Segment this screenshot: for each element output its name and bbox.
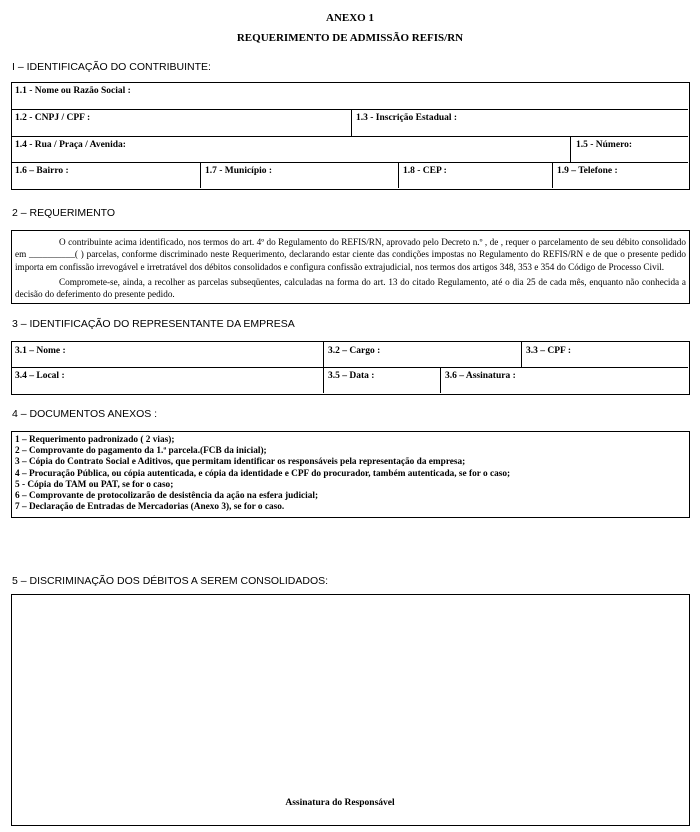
section2-title: 2 – REQUERIMENTO xyxy=(12,207,116,219)
field-1-2-cnpj[interactable]: 1.2 - CNPJ / CPF : xyxy=(15,113,91,123)
field-1-8-cep[interactable]: 1.8 - CEP : xyxy=(403,166,447,176)
request-paragraph-2: Compromete-se, ainda, a recolher as parcelas subseqüentes, calculadas na forma do art. 13 do citado Regulamento, até o dia 25 de cada mês, enquanto não conhecida a decisão do deferimento do presente pedido. xyxy=(15,277,686,300)
field-3-6-signature[interactable]: 3.6 – Assinatura : xyxy=(445,371,516,381)
request-paragraph-1: O contribuinte acima identificado, nos termos do art. 4º do Regulamento do REFIS/RN, aprovado pelo Decreto n.º , de , requer o parcelamento de seu débito consolidado em __________( ) parcelas, conforme discriminado neste Requerimento, declarando estar ciente das condições impostas no Regulamento do REFIS/RN e de que o presente pedido importa em confissão irrevogável e irretratável dos débitos consolidados e configura confissão extrajudicial, nos termos dos artigos 348, 353 e 354 do Código de Processo Civil. xyxy=(15,237,686,272)
document-title: REQUERIMENTO DE ADMISSÃO REFIS/RN xyxy=(236,32,464,44)
field-1-3-state-registration[interactable]: 1.3 - Inscrição Estadual : xyxy=(356,113,458,123)
signature-label: Assinatura do Responsável xyxy=(285,798,395,808)
field-1-5-number[interactable]: 1.5 - Número: xyxy=(576,140,633,150)
field-3-2-position[interactable]: 3.2 – Cargo : xyxy=(328,346,381,356)
document-item: 5 - Cópia do TAM ou PAT, se for o caso; xyxy=(15,479,174,490)
section4-title: 4 – DOCUMENTOS ANEXOS : xyxy=(12,408,158,420)
document-item: 7 – Declaração de Entradas de Mercadorias (Anexo 3), se for o caso. xyxy=(15,502,285,513)
field-1-9-phone[interactable]: 1.9 – Telefone : xyxy=(557,166,618,176)
document-item: 2 – Comprovante do pagamento da 1.ª parcela.(FCB da inicial); xyxy=(15,446,267,457)
field-3-3-cpf[interactable]: 3.3 – CPF : xyxy=(526,346,572,356)
section3-title: 3 – IDENTIFICAÇÃO DO REPRESENTANTE DA EMPRESA xyxy=(12,318,295,330)
field-1-1-name[interactable]: 1.1 - Nome ou Razão Social : xyxy=(15,86,131,96)
representative-table xyxy=(11,341,690,395)
annex-label: ANEXO 1 xyxy=(326,12,374,24)
request-text-box xyxy=(11,230,690,304)
section5-title: 5 – DISCRIMINAÇÃO DOS DÉBITOS A SEREM CONSOLIDADOS: xyxy=(12,575,329,587)
debts-discrimination-box[interactable] xyxy=(11,594,690,826)
field-1-7-city[interactable]: 1.7 - Município : xyxy=(205,166,273,176)
document-item: 3 – Cópia do Contrato Social e Aditivos, que permitam identificar os responsáveis pela representação da empresa; xyxy=(15,457,466,468)
field-1-4-street[interactable]: 1.4 - Rua / Praça / Avenida: xyxy=(15,140,126,150)
field-3-4-place[interactable]: 3.4 – Local : xyxy=(15,371,65,381)
field-3-1-name[interactable]: 3.1 – Nome : xyxy=(15,346,66,356)
contributor-identification-table xyxy=(11,82,690,190)
field-1-6-neighborhood[interactable]: 1.6 – Bairro : xyxy=(15,166,69,176)
document-item: 4 – Procuração Pública, ou cópia autenticada, e cópia da identidade e CPF do procurador, também autenticada, se for o caso; xyxy=(15,468,511,479)
document-item: 1 – Requerimento padronizado ( 2 vias); xyxy=(15,435,175,445)
documents-list xyxy=(15,435,510,513)
section1-title: I – IDENTIFICAÇÃO DO CONTRIBUINTE: xyxy=(12,61,211,73)
field-3-5-date[interactable]: 3.5 – Data : xyxy=(328,371,375,381)
attached-documents-box xyxy=(11,431,690,518)
document-item: 6 – Comprovante de protocolizarão de desistência da ação na esfera judicial; xyxy=(15,491,319,502)
